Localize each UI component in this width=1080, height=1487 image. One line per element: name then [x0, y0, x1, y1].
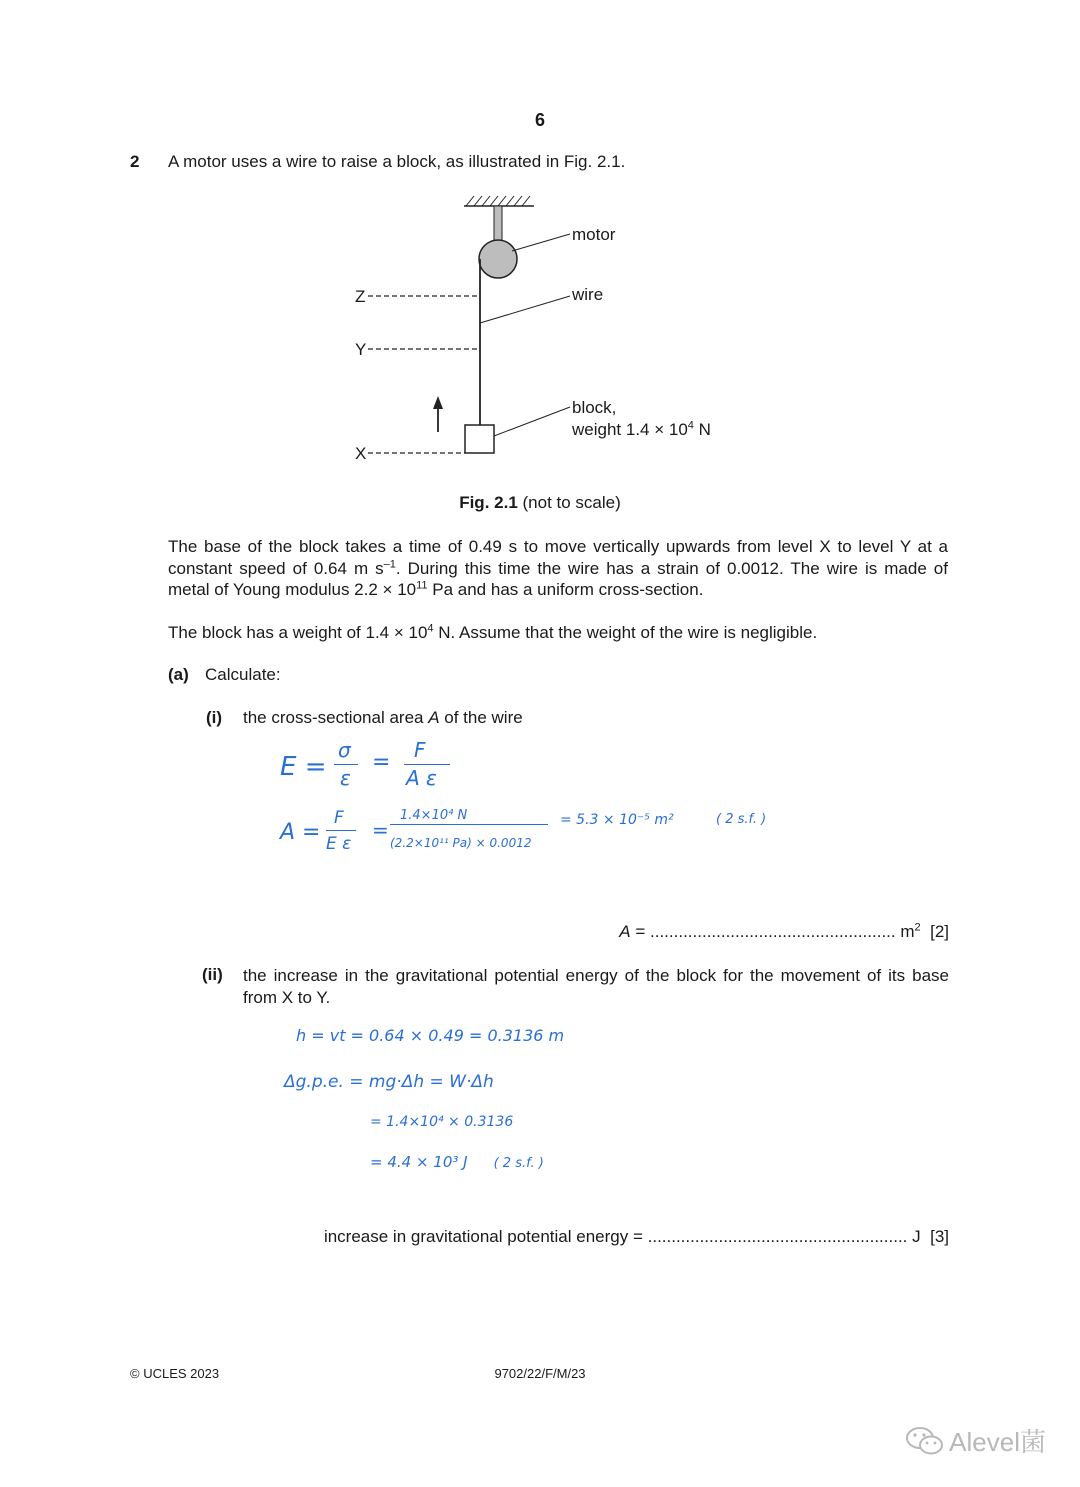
footer-code: 9702/22/F/M/23: [494, 1366, 586, 1381]
handwriting-ii-line1: h = vt = 0.64 × 0.49 = 0.3136 m: [296, 1026, 565, 1045]
label-motor: motor: [572, 225, 616, 244]
figure-2-1: [340, 188, 760, 473]
page-number: 6: [534, 110, 545, 130]
motor-drum: [479, 240, 517, 278]
label-level-x: X: [355, 444, 367, 463]
marks-i: [2]: [930, 922, 949, 941]
handwriting-ii-line4: = 4.4 × 10³ J ( 2 s.f. ): [370, 1153, 544, 1171]
marks-ii: [3]: [930, 1227, 949, 1246]
handwriting-i-line1: E = σ ε = F A ε: [280, 738, 480, 798]
paragraph-weight: The block has a weight of $1.4 \times 10^4$ N. Assume that the weight of the wire is negligible.: [168, 622, 818, 642]
label-level-z: Z: [355, 287, 366, 306]
question-intro: A motor uses a wire to raise a block, as illustrated in Fig. 2.1.: [168, 152, 626, 171]
label-level-y: Y: [355, 340, 367, 359]
part-a-ii-label: (ii): [202, 965, 223, 984]
answer-line-ii: increase in gravitational potential energy = ....................................................... J [3]: [323, 1227, 949, 1246]
answer-blank-i[interactable]: ....................................................: [650, 922, 896, 941]
part-a-text: Calculate:: [205, 665, 281, 684]
footer-copyright: © UCLES 2023: [130, 1366, 220, 1381]
part-a-i-text: the cross-sectional area A of the wire: [243, 708, 523, 727]
part-a-label: (a): [168, 665, 189, 684]
label-block: block,: [572, 398, 617, 417]
handwriting-i-line2: A = F E ε = 1.4×10⁴ N (2.2×10¹¹ Pa) × 0.0012 = 5.3 × 10⁻⁵ m² ( 2 s.f. ): [280, 808, 767, 854]
watermark: Alevel菌: [905, 1422, 1046, 1459]
part-a-i-label: (i): [206, 708, 223, 727]
label-wire: wire: [572, 285, 604, 304]
wechat-icon: [905, 1425, 945, 1457]
question-number: 2: [130, 152, 140, 171]
handwriting-ii-line3: = 1.4×10⁴ × 0.3136: [370, 1114, 514, 1130]
part-a-ii-text: the increase in the gravitational potential energy of the block for the movement of its base from X to Y.: [243, 966, 949, 1007]
label-weight: weight $1.4 \times 10^4$ N: [572, 419, 711, 439]
answer-blank-ii[interactable]: .......................................................: [647, 1227, 908, 1246]
answer-line-i: A = .................................................... $m^2$ [2]: [619, 921, 949, 941]
paragraph-motion: The base of the block takes a time of 0.49 s to move vertically upwards from level X to level Y at a constant speed of 0.64 m $s^{-1}$. During this time the wire has a strain of 0.0012. The wire is made of metal of Young modulus $2.2 \times 10^{11}$ Pa and has a uniform cross-section.: [168, 537, 948, 599]
handwriting-ii-line2: Δg.p.e. = mg·Δh = W·Δh: [284, 1072, 494, 1092]
block: [465, 425, 494, 453]
figure-caption: Fig. 2.1 (not to scale): [459, 493, 621, 512]
